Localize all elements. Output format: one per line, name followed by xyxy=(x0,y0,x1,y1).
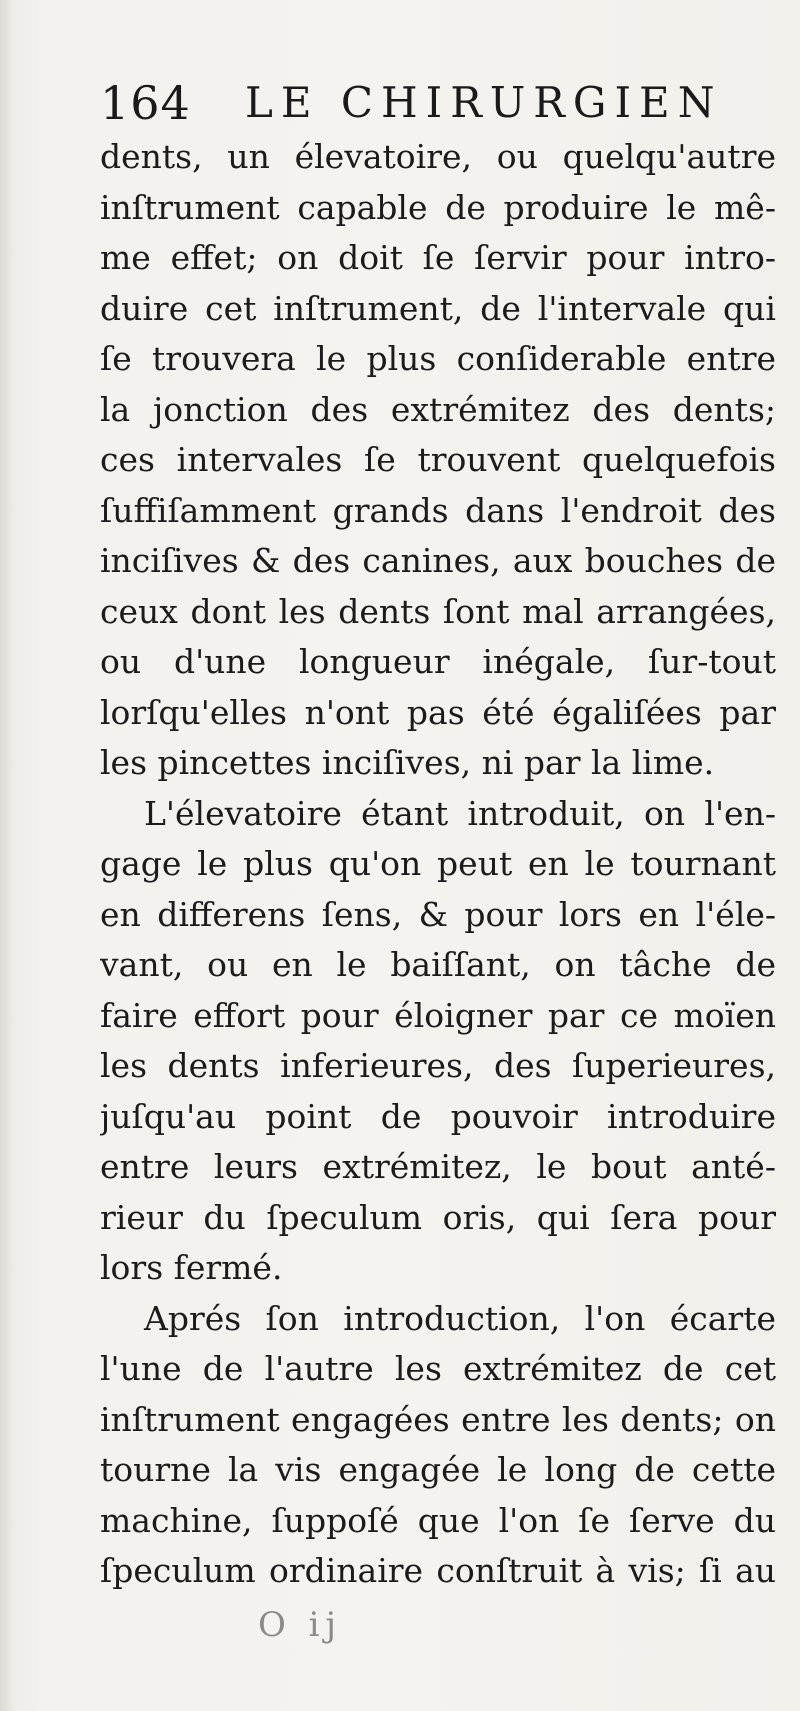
text-line: Aprés ſon introduction, l'on écarte xyxy=(144,1298,776,1338)
text-line: me effet; on doit ſe ſervir pour intro- xyxy=(100,238,776,277)
text-line: l'une de l'autre les extrémitez de cet xyxy=(100,1349,776,1388)
text-line: dents, un élevatoire, ou quelqu'autre xyxy=(100,137,776,176)
text-line: ſpeculum ordinaire conſtruit à vis; ſi au xyxy=(100,1551,776,1590)
text-line: ou d'une longueur inégale, ſur-tout xyxy=(100,642,776,681)
page-number: 164 xyxy=(100,76,191,130)
text-line: en differens ſens, & pour lors en l'éle- xyxy=(100,894,776,934)
text-line: ces intervales ſe trouvent quelquefois xyxy=(100,440,776,479)
text-line: la jonction des extrémitez des dents; xyxy=(100,389,776,429)
text-line: les dents inferieures, des ſuperieures, xyxy=(100,1046,776,1085)
page-gutter-shadow xyxy=(0,0,14,1711)
text-line: juſqu'au point de pouvoir introduire xyxy=(100,1096,776,1136)
body-text xyxy=(100,132,776,1597)
text-line: machine, ſuppoſé que l'on ſe ſerve du xyxy=(100,1500,776,1540)
text-line: ſuffiſamment grands dans l'endroit des xyxy=(100,490,776,530)
text-line: inſtrument engagées entre les dents; on xyxy=(100,1399,776,1439)
text-line: ſe trouvera le plus conſiderable entre xyxy=(100,339,776,378)
page-header xyxy=(100,78,780,128)
text-line: faire effort pour éloigner par ce moïen xyxy=(100,995,776,1035)
running-title: LE CHIRURGIEN xyxy=(245,78,723,127)
text-line: lorſqu'elles n'ont pas été égaliſées par xyxy=(100,692,776,732)
text-line: lors fermé. xyxy=(100,1248,283,1287)
text-line: L'élevatoire étant introduit, on l'en- xyxy=(144,793,776,833)
text-line: inciſives & des canines, aux bouches de xyxy=(100,541,776,580)
text-line: ceux dont les dents ſont mal arrangées, xyxy=(100,591,776,631)
text-line: gage le plus qu'on peut en le tournant xyxy=(100,844,776,883)
text-line: tourne la vis engagée le long de cette xyxy=(100,1450,776,1489)
text-line: les pincettes inciſives, ni par la lime. xyxy=(100,743,715,782)
text-line: entre leurs extrémitez, le bout anté- xyxy=(100,1147,776,1186)
text-line: inſtrument capable de produire le mê- xyxy=(100,187,776,227)
text-line: duire cet inſtrument, de l'intervale qui xyxy=(100,288,776,328)
text-line: vant, ou en le baiſſant, on tâche de xyxy=(100,945,776,984)
text-line: rieur du ſpeculum oris, qui ſera pour xyxy=(100,1197,776,1237)
signature-mark: O ij xyxy=(258,1605,343,1645)
